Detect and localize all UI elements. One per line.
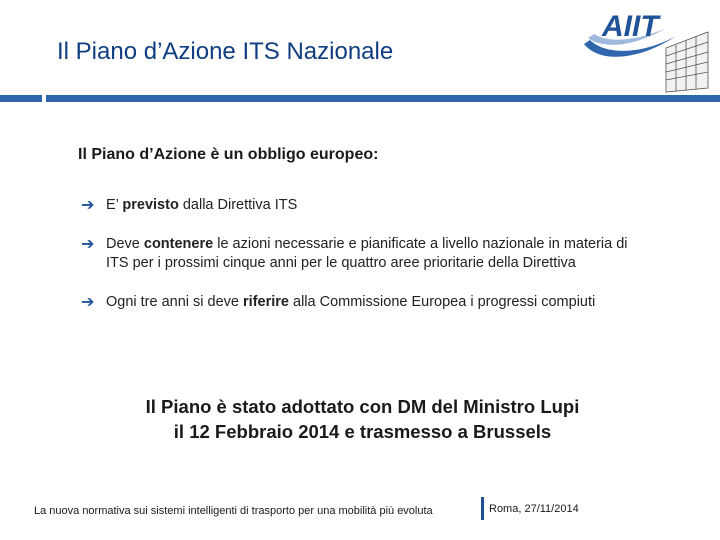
list-item bbox=[78, 235, 638, 273]
arrow-right-icon: ➔ bbox=[81, 197, 95, 214]
closing-statement bbox=[90, 394, 635, 444]
arrow-right-icon: ➔ bbox=[81, 294, 95, 311]
closing-line-2: il 12 Febbraio 2014 e trasmesso a Brussels bbox=[173, 421, 552, 442]
building-icon bbox=[666, 32, 708, 92]
footer-separator bbox=[481, 497, 484, 520]
footer-date: Roma, 27/11/2014 bbox=[489, 503, 579, 515]
header-rule-notch bbox=[42, 95, 46, 102]
bullet-text-post: le azioni necessarie e pianificate a livello nazionale in materia di ITS per i prossimi cinque anni per le quattro aree prioritarie della Direttiva bbox=[106, 236, 628, 271]
list-item bbox=[78, 196, 638, 215]
closing-line-1: Il Piano è stato adottato con DM del Ministro Lupi bbox=[145, 396, 580, 417]
arrow-right-icon: ➔ bbox=[81, 236, 95, 253]
slide-title: Il Piano d’Azione ITS Nazionale bbox=[57, 38, 394, 65]
intro-heading: Il Piano d’Azione è un obbligo europeo: bbox=[78, 146, 379, 163]
header-rule bbox=[0, 95, 720, 102]
bullet-list bbox=[78, 196, 638, 332]
bullet-text-strong: contenere bbox=[143, 236, 214, 252]
footer-text: La nuova normativa sui sistemi intelligenti di trasporto per una mobilità più evoluta bbox=[34, 505, 433, 517]
bullet-text-post: alla Commissione Europea i progressi compiuti bbox=[288, 294, 596, 310]
list-item bbox=[78, 293, 638, 312]
aiit-logo bbox=[580, 6, 710, 94]
bullet-text-strong: previsto bbox=[122, 197, 179, 213]
logo-text: AIIT bbox=[602, 10, 659, 43]
bullet-text-strong: riferire bbox=[243, 294, 289, 310]
bullet-text-pre: E’ bbox=[106, 197, 123, 213]
bullet-text-pre: Deve bbox=[106, 236, 144, 252]
bullet-text-pre: Ogni tre anni si deve bbox=[106, 294, 244, 310]
bullet-text-post: dalla Direttiva ITS bbox=[178, 197, 298, 213]
